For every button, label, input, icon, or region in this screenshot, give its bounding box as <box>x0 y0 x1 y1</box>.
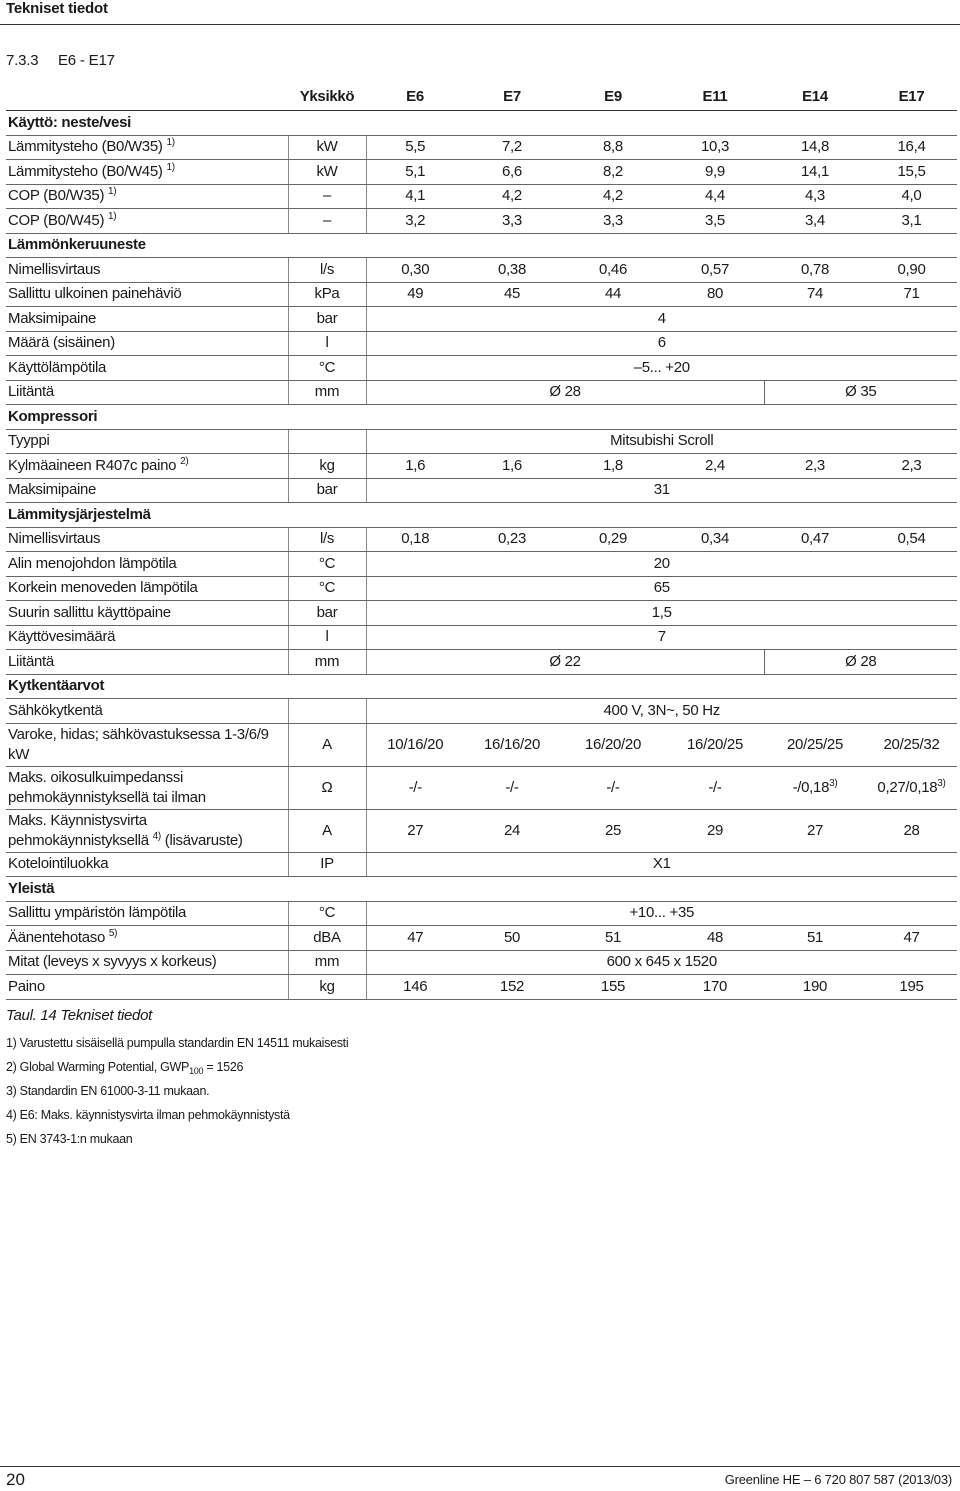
footnotes <box>6 1034 348 1154</box>
merged-value-cell: 1,5 <box>366 601 957 626</box>
group-row <box>6 503 957 528</box>
section-number: 7.3.3 <box>6 52 39 69</box>
table-row <box>6 852 957 877</box>
cell-e17: 0,54 <box>866 527 957 552</box>
row-unit: bar <box>288 307 366 332</box>
cell-value: -/0,18 <box>792 778 830 796</box>
row-label-text: (lisävaruste) <box>164 831 243 849</box>
row-label <box>6 282 288 307</box>
cell-e9: 0,46 <box>560 258 666 283</box>
cell-e11: 16/20/25 <box>666 723 764 766</box>
cell-e14: 4,3 <box>764 184 866 209</box>
row-label <box>6 926 288 951</box>
cell-e7: 50 <box>464 926 560 951</box>
row-unit: mm <box>288 650 366 675</box>
table-row <box>6 766 957 809</box>
group-label: Lämmitysjärjestelmä <box>6 503 957 528</box>
table-row <box>6 809 957 852</box>
row-unit: kg <box>288 975 366 1000</box>
cell-e6: 47 <box>366 926 464 951</box>
cell-e7: 152 <box>464 975 560 1000</box>
row-label-text: Nimellisvirtaus <box>8 260 101 278</box>
row-label-text: Liitäntä <box>8 652 54 670</box>
header-rule <box>0 24 960 25</box>
cell-e11: -/- <box>666 766 764 809</box>
footnote-ref: 5) <box>108 927 118 939</box>
row-label-text: Maksimipaine <box>8 309 97 327</box>
merged-value-cell-e6-e11: Ø 22 <box>366 650 764 675</box>
row-label <box>6 552 288 577</box>
cell-e6: 5,1 <box>366 160 464 185</box>
cell-e7: 4,2 <box>464 184 560 209</box>
table-row <box>6 282 957 307</box>
header-cell-e7: E7 <box>464 84 560 111</box>
row-unit: IP <box>288 852 366 877</box>
footnote-ref: 1) <box>166 161 175 173</box>
cell-e9: 155 <box>560 975 666 1000</box>
cell-e6: -/- <box>366 766 464 809</box>
cell-e17: 4,0 <box>866 184 957 209</box>
merged-value-cell: 400 V, 3N~, 50 Hz <box>366 699 957 724</box>
row-label-text: Sallittu ulkoinen painehäviö <box>8 285 182 303</box>
footnote-ref: 1) <box>108 186 117 198</box>
cell-e9: 4,2 <box>560 184 666 209</box>
row-label <box>6 650 288 675</box>
group-label: Kompressori <box>6 405 957 430</box>
cell-e7: 1,6 <box>464 454 560 479</box>
group-row <box>6 405 957 430</box>
cell-e9: 1,8 <box>560 454 666 479</box>
table-row <box>6 307 957 332</box>
row-label-text: Liitäntä <box>8 383 54 401</box>
table-row <box>6 429 957 454</box>
footnote-4: 4) E6: Maks. käynnistysvirta ilman pehmokäynnistystä <box>6 1108 290 1122</box>
footnote-text: = 1526 <box>203 1060 244 1074</box>
cell-e7: 16/16/20 <box>464 723 560 766</box>
row-label-text: Korkein menoveden lämpötila <box>8 579 198 597</box>
row-label <box>6 135 288 160</box>
table-row <box>6 901 957 926</box>
row-label <box>6 454 288 479</box>
footnote-ref: 3) <box>829 777 838 789</box>
group-row <box>6 111 957 136</box>
row-unit: – <box>288 209 366 234</box>
row-unit: l <box>288 625 366 650</box>
row-unit: dBA <box>288 926 366 951</box>
cell-e17: 47 <box>866 926 957 951</box>
caption-number: Taul. 14 <box>6 1007 57 1024</box>
cell-e7: 0,23 <box>464 527 560 552</box>
row-label-text: Kylmäaineen R407c paino <box>8 456 177 474</box>
row-label-text: Tyyppi <box>8 432 50 450</box>
row-unit: kW <box>288 135 366 160</box>
cell-e14: 27 <box>764 809 866 852</box>
group-row <box>6 674 957 699</box>
row-unit: l <box>288 331 366 356</box>
merged-value-cell: 20 <box>366 552 957 577</box>
table-row <box>6 135 957 160</box>
footnote-subscript: 100 <box>189 1066 204 1076</box>
cell-e6: 146 <box>366 975 464 1000</box>
row-label <box>6 975 288 1000</box>
cell-e14: 0,47 <box>764 527 866 552</box>
table-row <box>6 625 957 650</box>
document-reference: Greenline HE – 6 720 807 587 (2013/03) <box>724 1472 952 1487</box>
cell-e17: 3,1 <box>866 209 957 234</box>
header-title: Tekniset tiedot <box>6 0 108 17</box>
row-unit: A <box>288 723 366 766</box>
merged-value-cell-e14-e17: Ø 35 <box>764 380 957 405</box>
cell-e11: 29 <box>666 809 764 852</box>
row-label <box>6 184 288 209</box>
merged-value-cell: 4 <box>366 307 957 332</box>
cell-e9: 8,8 <box>560 135 666 160</box>
cell-e9: 25 <box>560 809 666 852</box>
row-unit: – <box>288 184 366 209</box>
cell-e11: 170 <box>666 975 764 1000</box>
cell-e9: 8,2 <box>560 160 666 185</box>
row-label-text: Alin menojohdon lämpötila <box>8 554 177 572</box>
cell-e17: 195 <box>866 975 957 1000</box>
merged-value-cell: +10... +35 <box>366 901 957 926</box>
row-label-text: Käyttövesimäärä <box>8 628 116 646</box>
cell-e6: 5,5 <box>366 135 464 160</box>
row-unit: kg <box>288 454 366 479</box>
row-unit: Ω <box>288 766 366 809</box>
cell-e14: 14,1 <box>764 160 866 185</box>
row-label-text: Suurin sallittu käyttöpaine <box>8 603 171 621</box>
row-label: Maks. oikosulkuimpedanssi pehmokäynnistyksellä tai ilman <box>6 766 288 809</box>
header-cell-e14: E14 <box>764 84 866 111</box>
row-label <box>6 809 288 852</box>
row-label <box>6 901 288 926</box>
merged-value-cell-e6-e11: Ø 28 <box>366 380 764 405</box>
group-label: Kytkentäarvot <box>6 674 957 699</box>
table-row <box>6 601 957 626</box>
cell-e11: 3,5 <box>666 209 764 234</box>
table-header-row <box>6 84 957 111</box>
merged-value-cell: 600 x 645 x 1520 <box>366 950 957 975</box>
row-label-text: Äänentehotaso <box>8 928 106 946</box>
row-unit <box>288 429 366 454</box>
row-label-text: Kotelointiluokka <box>8 855 109 873</box>
footnote-1: 1) Varustettu sisäisellä pumpulla standardin EN 14511 mukaisesti <box>6 1036 349 1050</box>
row-unit: mm <box>288 950 366 975</box>
cell-e17: 0,90 <box>866 258 957 283</box>
cell-e17: 16,4 <box>866 135 957 160</box>
cell-e6: 0,18 <box>366 527 464 552</box>
cell-e11: 80 <box>666 282 764 307</box>
header-cell-unit: Yksikkö <box>288 84 366 111</box>
row-label <box>6 209 288 234</box>
row-unit: kW <box>288 160 366 185</box>
row-label-text: Paino <box>8 977 45 995</box>
row-unit: l/s <box>288 258 366 283</box>
cell-e9: 16/20/20 <box>560 723 666 766</box>
row-label-text: Lämmitysteho (B0/W45) <box>8 162 163 180</box>
row-unit: °C <box>288 552 366 577</box>
table-row <box>6 160 957 185</box>
cell-e6: 49 <box>366 282 464 307</box>
cell-e17: 71 <box>866 282 957 307</box>
cell-e7: 45 <box>464 282 560 307</box>
cell-e9: 0,29 <box>560 527 666 552</box>
cell-e14: 190 <box>764 975 866 1000</box>
row-unit: mm <box>288 380 366 405</box>
cell-e11: 10,3 <box>666 135 764 160</box>
cell-e17: 20/25/32 <box>866 723 957 766</box>
row-label-text: Varoke, hidas; sähkövastuksessa 1-3/6/9 kW <box>8 725 269 763</box>
row-unit: °C <box>288 901 366 926</box>
cell-e14: 0,78 <box>764 258 866 283</box>
table-row <box>6 650 957 675</box>
cell-e9: 51 <box>560 926 666 951</box>
row-label <box>6 160 288 185</box>
cell-e7: 6,6 <box>464 160 560 185</box>
header-cell-label <box>6 84 288 111</box>
cell-e17: 2,3 <box>866 454 957 479</box>
cell-e14: 20/25/25 <box>764 723 866 766</box>
group-label: Yleistä <box>6 877 957 902</box>
row-label <box>6 576 288 601</box>
table-row <box>6 356 957 381</box>
row-label <box>6 527 288 552</box>
footnote-5: 5) EN 3743-1:n mukaan <box>6 1132 133 1146</box>
footnote-ref: 1) <box>166 137 175 149</box>
table-row <box>6 950 957 975</box>
table-row <box>6 258 957 283</box>
cell-e11: 4,4 <box>666 184 764 209</box>
cell-e11: 0,57 <box>666 258 764 283</box>
cell-e6: 4,1 <box>366 184 464 209</box>
page-number: 20 <box>6 1470 25 1489</box>
cell-e14: 14,8 <box>764 135 866 160</box>
cell-e6: 10/16/20 <box>366 723 464 766</box>
row-label-text: Käyttölämpötila <box>8 358 107 376</box>
group-row <box>6 877 957 902</box>
cell-e14: 51 <box>764 926 866 951</box>
row-label <box>6 723 288 766</box>
row-unit: l/s <box>288 527 366 552</box>
cell-e14: 2,3 <box>764 454 866 479</box>
merged-value-cell: –5... +20 <box>366 356 957 381</box>
row-label-text: Lämmitysteho (B0/W35) <box>8 138 163 156</box>
row-label <box>6 429 288 454</box>
merged-value-cell: 6 <box>366 331 957 356</box>
row-unit: kPa <box>288 282 366 307</box>
table-row <box>6 699 957 724</box>
cell-e7: 24 <box>464 809 560 852</box>
row-label <box>6 601 288 626</box>
table-row <box>6 478 957 503</box>
table-row <box>6 975 957 1000</box>
table-row <box>6 527 957 552</box>
merged-value-cell: 31 <box>366 478 957 503</box>
footer-rule <box>0 1466 960 1467</box>
footnote-ref: 3) <box>937 777 946 789</box>
table-row <box>6 184 957 209</box>
table-row <box>6 331 957 356</box>
footnote-ref: 2) <box>180 455 189 467</box>
cell-e17: 28 <box>866 809 957 852</box>
cell-e7: 7,2 <box>464 135 560 160</box>
cell-e17 <box>866 766 957 809</box>
row-label-text: Sähkökytkentä <box>8 701 103 719</box>
cell-e7: 0,38 <box>464 258 560 283</box>
row-label <box>6 380 288 405</box>
group-label: Käyttö: neste/vesi <box>6 111 957 136</box>
merged-value-cell: X1 <box>366 852 957 877</box>
cell-e17: 15,5 <box>866 160 957 185</box>
row-label-text: Sallittu ympäristön lämpötila <box>8 904 187 922</box>
row-label <box>6 852 288 877</box>
cell-e11: 9,9 <box>666 160 764 185</box>
cell-value: 0,27/0,18 <box>877 778 938 796</box>
row-label <box>6 699 288 724</box>
row-label <box>6 307 288 332</box>
cell-e11: 48 <box>666 926 764 951</box>
row-label <box>6 258 288 283</box>
cell-e6: 1,6 <box>366 454 464 479</box>
caption-text: Tekniset tiedot <box>60 1007 152 1024</box>
header-cell-e9: E9 <box>560 84 666 111</box>
table-row <box>6 209 957 234</box>
row-label <box>6 331 288 356</box>
header-cell-e6: E6 <box>366 84 464 111</box>
row-label-text: COP (B0/W45) <box>8 211 105 229</box>
footnote-ref: 4) <box>152 830 161 842</box>
row-label <box>6 625 288 650</box>
cell-e9: 3,3 <box>560 209 666 234</box>
cell-e7: 3,3 <box>464 209 560 234</box>
row-label-text: Määrä (sisäinen) <box>8 334 115 352</box>
cell-e9: -/- <box>560 766 666 809</box>
row-unit: A <box>288 809 366 852</box>
cell-e11: 2,4 <box>666 454 764 479</box>
cell-e6: 27 <box>366 809 464 852</box>
cell-e6: 0,30 <box>366 258 464 283</box>
group-row <box>6 233 957 258</box>
merged-value-cell: 65 <box>366 576 957 601</box>
merged-value-cell-e14-e17: Ø 28 <box>764 650 957 675</box>
group-label: Lämmönkeruuneste <box>6 233 957 258</box>
cell-e7: -/- <box>464 766 560 809</box>
footnote-2 <box>6 1058 348 1082</box>
row-label-text: Mitat (leveys x syvyys x korkeus) <box>8 953 217 971</box>
footnote-text: 2) Global Warming Potential, GWP <box>6 1060 190 1074</box>
merged-value-cell: Mitsubishi Scroll <box>366 429 957 454</box>
merged-value-cell: 7 <box>366 625 957 650</box>
cell-e9: 44 <box>560 282 666 307</box>
cell-e6: 3,2 <box>366 209 464 234</box>
cell-e14: 74 <box>764 282 866 307</box>
cell-e14: 3,4 <box>764 209 866 234</box>
row-label-text: COP (B0/W35) <box>8 187 105 205</box>
row-unit: °C <box>288 356 366 381</box>
header-cell-e17: E17 <box>866 84 957 111</box>
row-unit <box>288 699 366 724</box>
table-row <box>6 926 957 951</box>
section-title <box>6 52 115 69</box>
header-cell-e11: E11 <box>666 84 764 111</box>
section-name: E6 - E17 <box>58 52 115 69</box>
row-label <box>6 478 288 503</box>
row-unit: °C <box>288 576 366 601</box>
table-caption <box>6 1007 152 1024</box>
row-label-text: Maksimipaine <box>8 481 97 499</box>
cell-e14 <box>764 766 866 809</box>
table-row <box>6 454 957 479</box>
table-row <box>6 552 957 577</box>
row-label <box>6 356 288 381</box>
cell-e11: 0,34 <box>666 527 764 552</box>
row-unit: bar <box>288 478 366 503</box>
row-label <box>6 950 288 975</box>
row-label-text: Maks. Käynnistysvirta pehmokäynnistyksellä <box>8 811 149 849</box>
spec-table <box>6 84 957 1000</box>
table-row <box>6 380 957 405</box>
row-unit: bar <box>288 601 366 626</box>
table-row <box>6 723 957 766</box>
footnote-ref: 1) <box>108 210 117 222</box>
footnote-3: 3) Standardin EN 61000-3-11 mukaan. <box>6 1084 210 1098</box>
row-label-text: Nimellisvirtaus <box>8 530 101 548</box>
table-row <box>6 576 957 601</box>
